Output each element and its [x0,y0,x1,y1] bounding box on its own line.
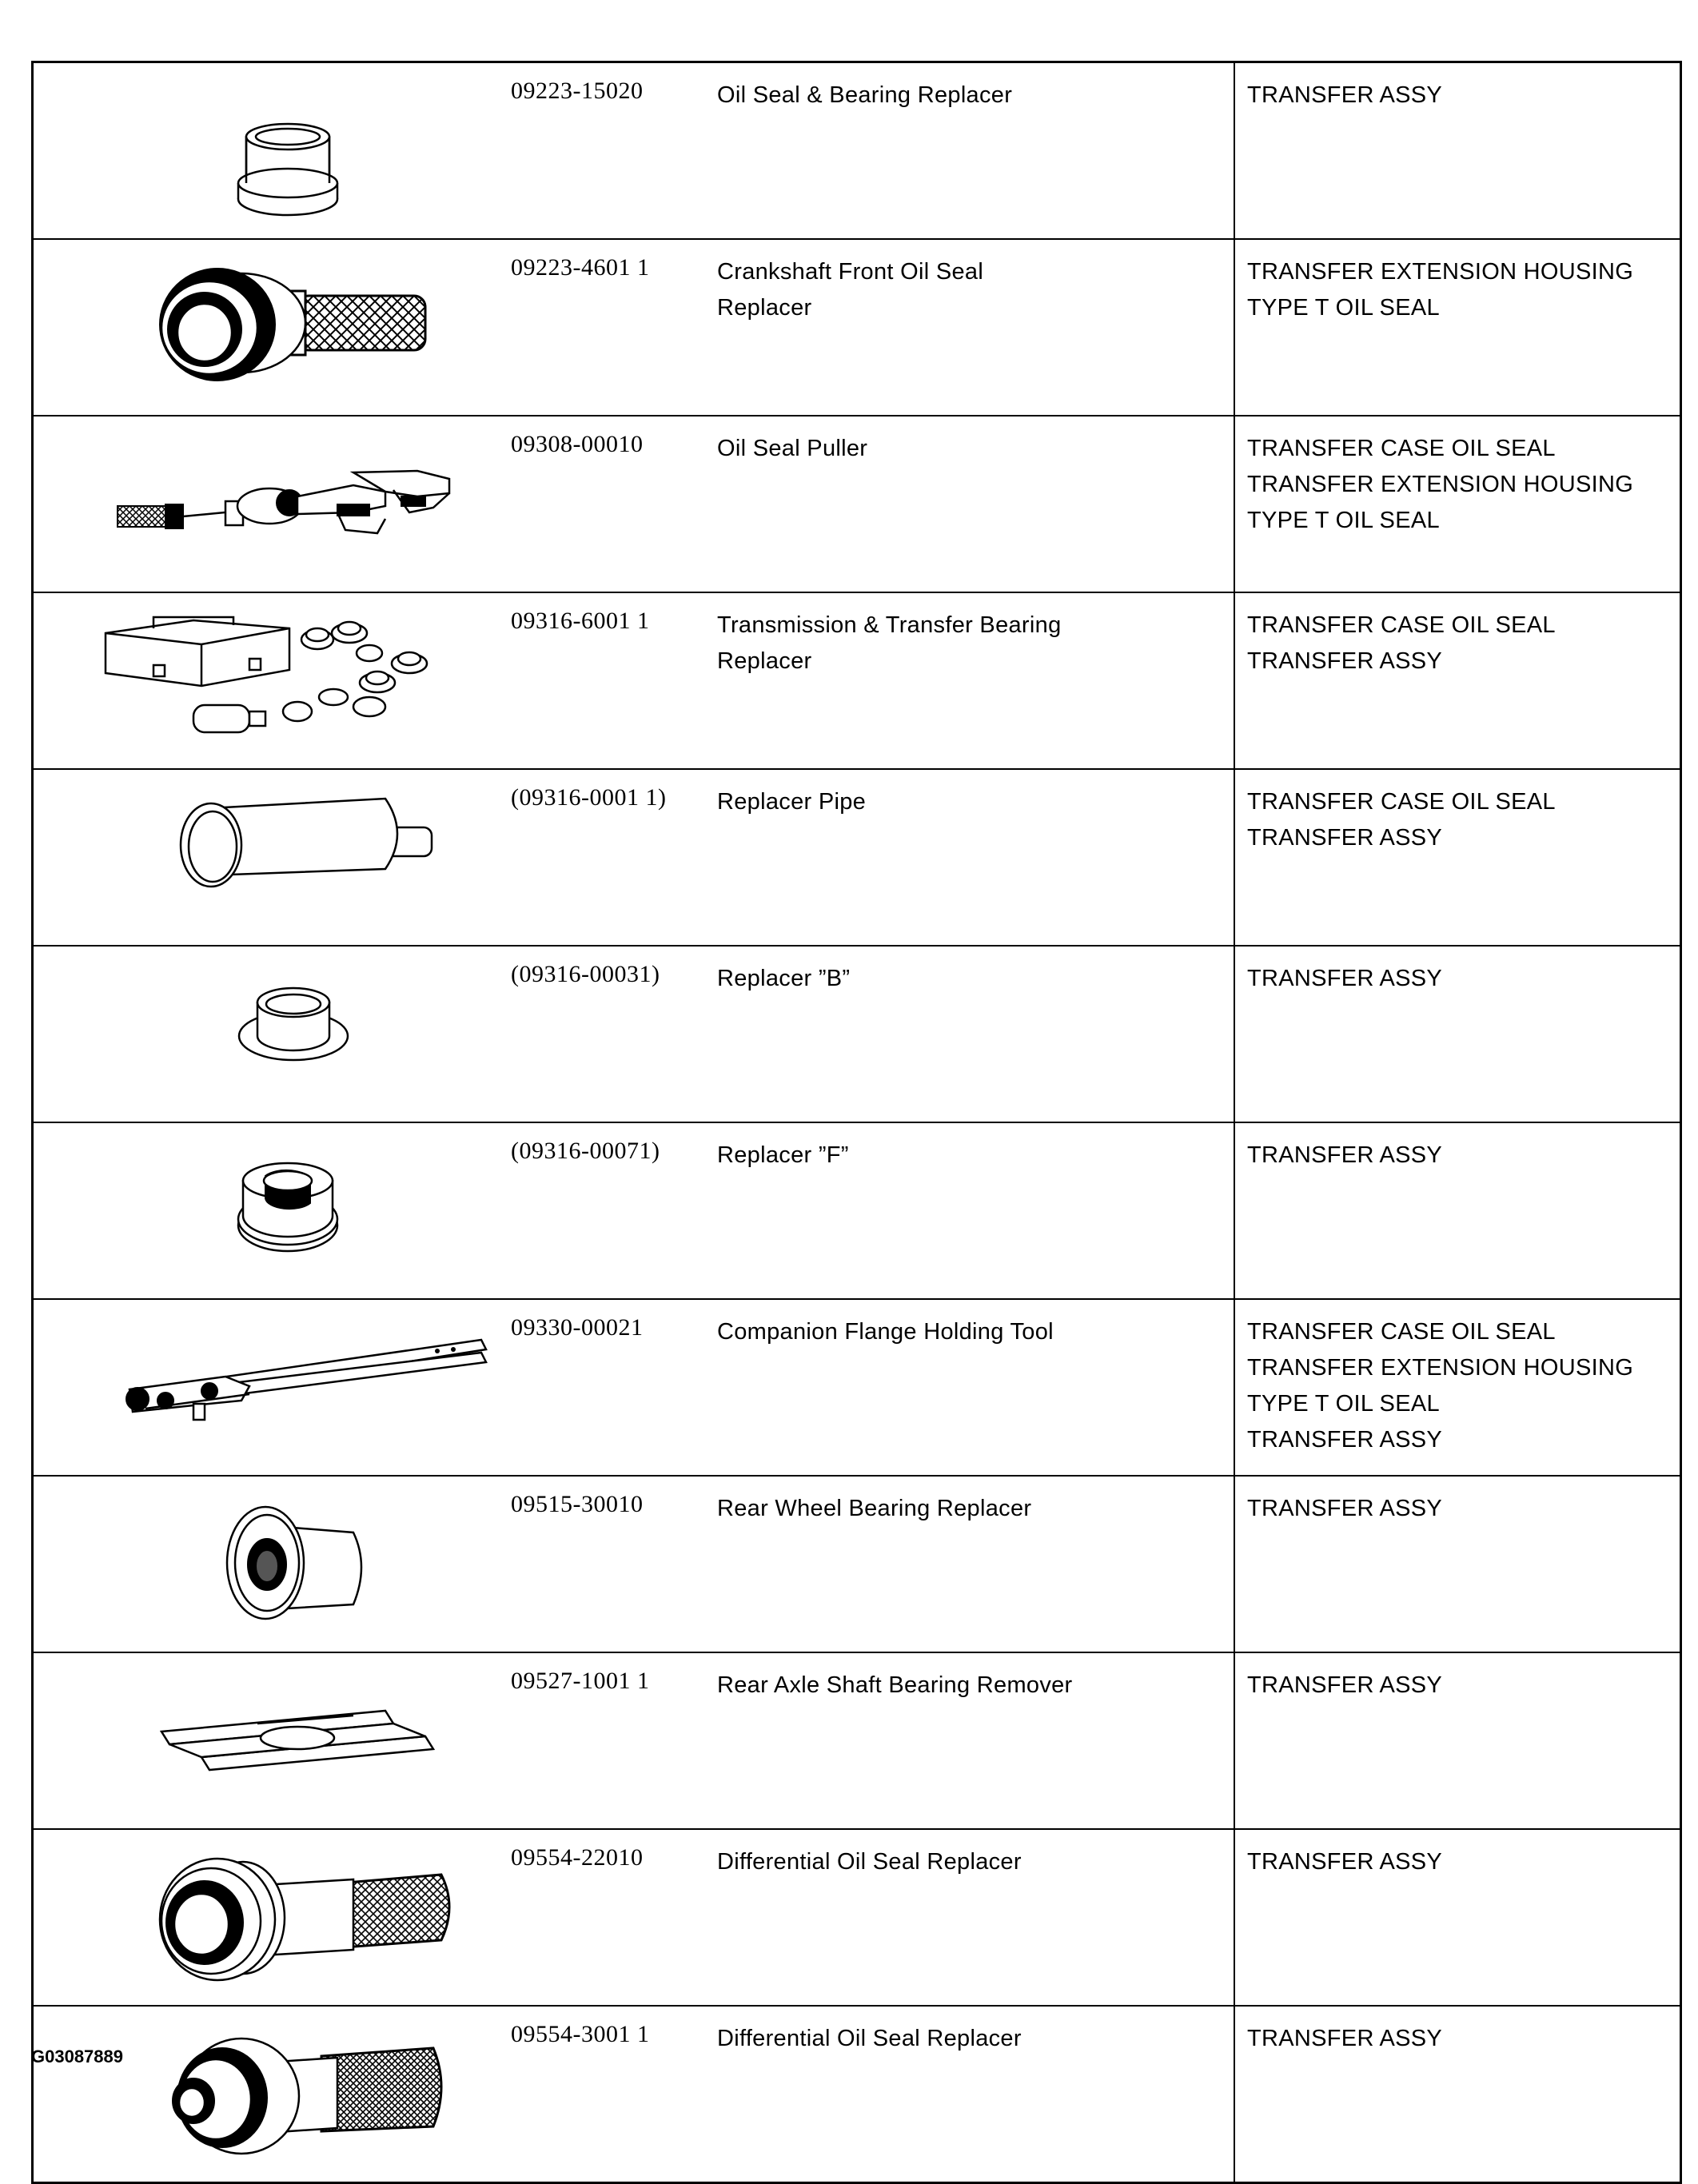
tool-name: Crankshaft Front Oil Seal Replacer [717,259,984,321]
replacer-kit-icon [34,593,513,754]
tool-name: Differential Oil Seal Replacer [717,1849,1022,1875]
tool-name: Differential Oil Seal Replacer [717,2026,1022,2051]
part-number: 09554-22010 [511,1844,644,1871]
tool-name: Replacer ”F” [717,1142,849,1168]
diff-replacer-small-icon [34,2007,513,2167]
table-row [33,2006,1681,2183]
table-row [33,769,1681,946]
use-cell: TRANSFER ASSY [1234,62,1681,240]
use-cell: TRANSFER ASSY [1234,2006,1681,2183]
part-number: (09316-0001 1) [511,784,667,811]
table-row [33,416,1681,592]
replacer-pipe-icon [34,770,513,931]
part-number: 09554-3001 1 [511,2021,650,2047]
flanged-ring-icon [34,947,513,1107]
table-row [33,1122,1681,1299]
table-row [33,1652,1681,1829]
tool-name: Oil Seal & Bearing Replacer [717,82,1013,108]
table-row [33,1829,1681,2006]
diff-replacer-icon [34,1830,513,1991]
table-row [33,239,1681,416]
use-cell: TRANSFER CASE OIL SEAL TRANSFER EXTENSION HOUSING TYPE T OIL SEAL [1234,416,1681,592]
tool-name: Replacer ”B” [717,966,851,991]
table-row [33,1299,1681,1476]
tool-name: Rear Axle Shaft Bearing Remover [717,1672,1073,1698]
table-row [33,1476,1681,1652]
cup-replacer-icon [34,63,513,224]
part-number: (09316-00071) [511,1138,660,1164]
use-cell: TRANSFER EXTENSION HOUSING TYPE T OIL SEAL [1234,239,1681,416]
flange-holder-icon [34,1300,513,1461]
knurled-replacer-icon [34,240,513,401]
table-row [33,592,1681,769]
use-cell: TRANSFER ASSY [1234,1829,1681,2006]
part-number: 09515-30010 [511,1491,644,1517]
split-plate-icon [34,1653,513,1814]
use-cell: TRANSFER ASSY [1234,1122,1681,1299]
figure-code: G03087889 [31,2047,123,2066]
tool-name: Replacer Pipe [717,789,867,815]
use-cell: TRANSFER CASE OIL SEAL TRANSFER ASSY [1234,769,1681,946]
use-cell: TRANSFER CASE OIL SEAL TRANSFER ASSY [1234,592,1681,769]
part-number: 09223-4601 1 [511,254,650,281]
part-number: 09330-00021 [511,1314,644,1341]
tool-name: Transmission & Transfer Bearing Replacer [717,612,1062,674]
part-number: 09308-00010 [511,431,644,457]
table-row [33,946,1681,1122]
part-number: 09223-15020 [511,78,644,104]
special-tools-table [31,61,1682,2184]
stepped-ring-icon [34,1123,513,1284]
use-cell: TRANSFER ASSY [1234,946,1681,1122]
table-row [33,62,1681,240]
tool-name: Oil Seal Puller [717,436,868,461]
bearing-replacer-icon [34,1477,513,1637]
part-number: 09316-6001 1 [511,608,650,634]
part-number: (09316-00031) [511,961,660,987]
seal-puller-icon [34,416,513,577]
use-cell: TRANSFER ASSY [1234,1652,1681,1829]
use-cell: TRANSFER CASE OIL SEAL TRANSFER EXTENSION HOUSING TYPE T OIL SEAL TRANSFER ASSY [1234,1299,1681,1476]
tool-name: Rear Wheel Bearing Replacer [717,1496,1032,1521]
part-number: 09527-1001 1 [511,1668,650,1694]
use-cell: TRANSFER ASSY [1234,1476,1681,1652]
tool-name: Companion Flange Holding Tool [717,1319,1054,1345]
